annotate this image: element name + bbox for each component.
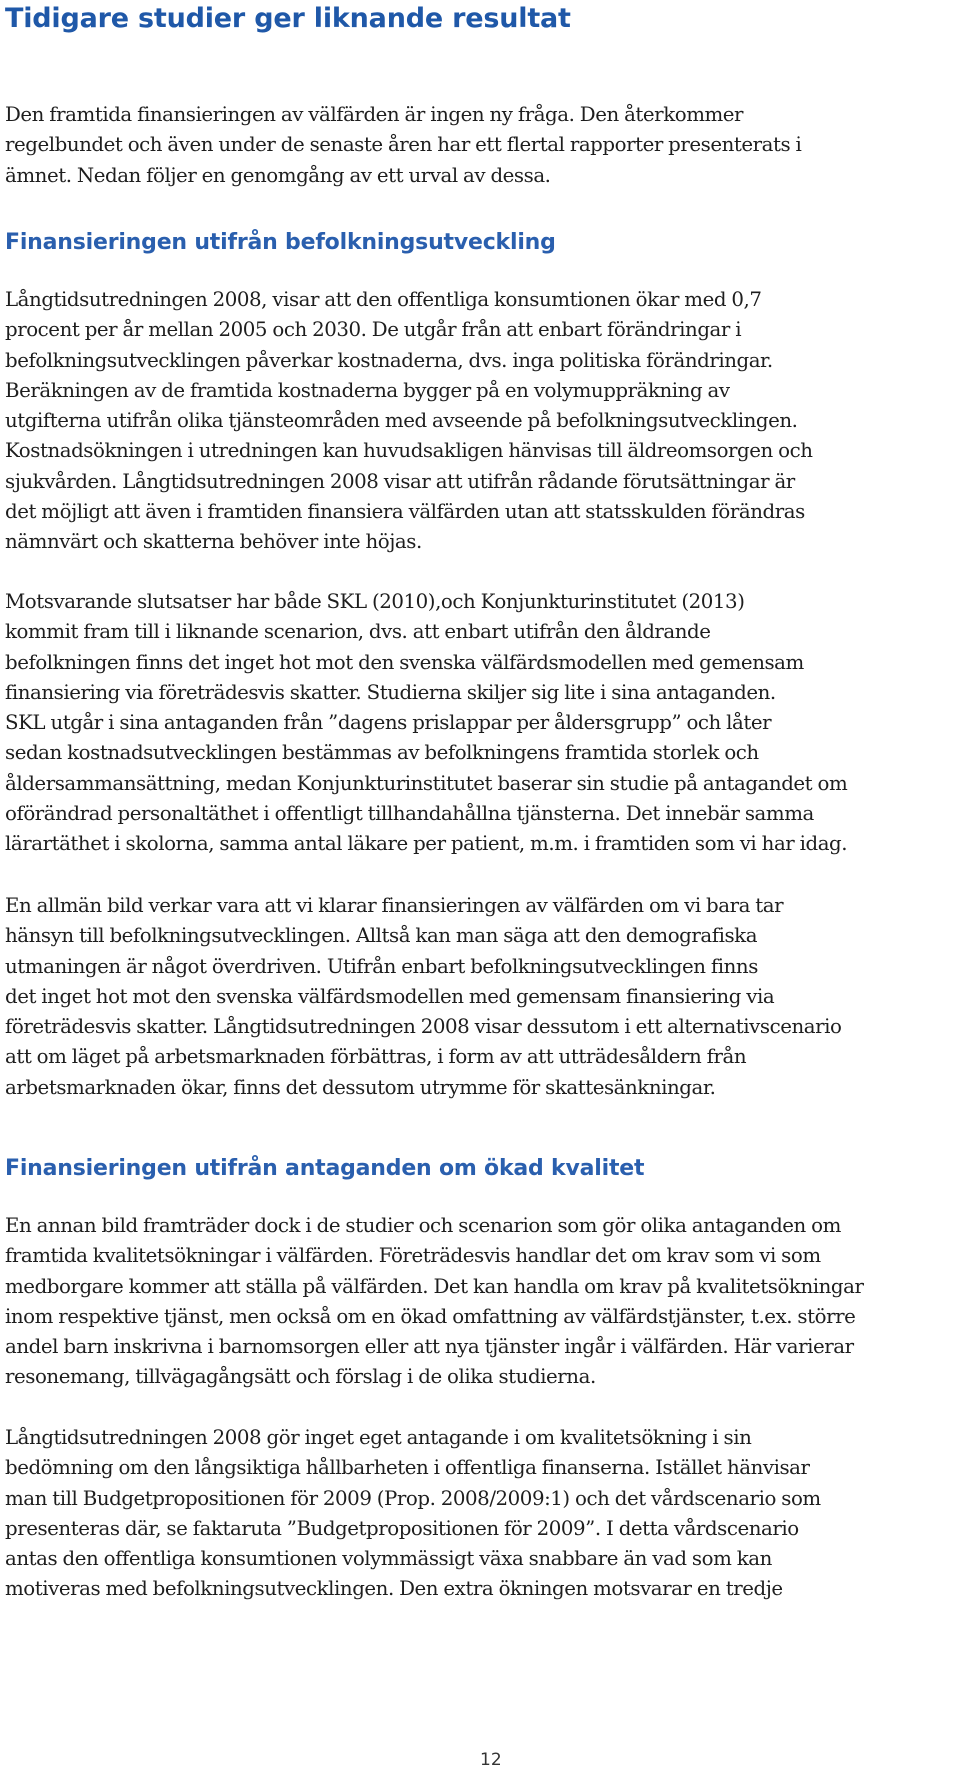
- text-line: Långtidsutredningen 2008, visar att den offentliga konsumtionen ökar med 0,7: [5, 288, 762, 311]
- paragraph-1: [5, 285, 960, 558]
- text-line: inom respektive tjänst, men också om en ökad omfattning av välfärdstjänster, t.ex. större: [5, 1304, 856, 1328]
- text-line: framtida kvalitetsökningar i välfärden. Företrädesvis handlar det om krav som vi som: [5, 1244, 821, 1268]
- text-line: Den framtida finansieringen av välfärden är ingen ny fråga. Den återkommer: [5, 103, 744, 126]
- text-line: nämnvärt och skatterna behöver inte höjas.: [5, 530, 422, 554]
- section-heading-okad-kvalitet: Finansieringen utifrån antaganden om ökad kvalitet: [5, 1156, 645, 1181]
- text-line: resonemang, tillvägagångsätt och förslag i de olika studierna.: [5, 1365, 596, 1389]
- text-line: SKL utgår i sina antaganden från ”dagens prislappar per åldersgrupp” och låter: [5, 711, 772, 735]
- text-line: En allmän bild verkar vara att vi klarar finansieringen av välfärden om vi bara tar: [5, 894, 784, 917]
- text-line: lärartäthet i skolorna, samma antal läkare per patient, m.m. i framtiden som vi har idag.: [5, 832, 848, 856]
- text-line: sjukvården. Långtidsutredningen 2008 visar att utifrån rådande förutsättningar är: [5, 469, 795, 493]
- text-line: regelbundet och även under de senaste åren har ett flertal rapporter presenterats i: [5, 133, 802, 157]
- page-title: Tidigare studier ger liknande resultat: [5, 3, 571, 34]
- text-line: det inget hot mot den svenska välfärdsmodellen med gemensam finansiering via: [5, 984, 775, 1008]
- text-line: procent per år mellan 2005 och 2030. De utgår från att enbart förändringar i: [5, 318, 742, 342]
- text-line: antas den offentliga konsumtionen volymmässigt växa snabbare än vad som kan: [5, 1547, 772, 1571]
- text-line: Beräkningen av de framtida kostnaderna bygger på en volymuppräkning av: [5, 378, 730, 402]
- text-line: utmaningen är något överdriven. Utifrån enbart befolkningsutvecklingen finns: [5, 954, 758, 978]
- text-line: åldersammansättning, medan Konjunkturinstitutet baserar sin studie på antagandet om: [5, 771, 848, 795]
- text-line: företrädesvis skatter. Långtidsutredningen 2008 visar dessutom i ett alternativscenario: [5, 1015, 842, 1039]
- text-line: Motsvarande slutsatser har både SKL (2010),och Konjunkturinstitutet (2013): [5, 590, 745, 613]
- text-line: presenteras där, se faktaruta ”Budgetpropositionen för 2009”. I detta vårdscenario: [5, 1516, 799, 1540]
- text-line: medborgare kommer att ställa på välfärden. Det kan handla om krav på kvalitetsökningar: [5, 1274, 864, 1298]
- text-line: ämnet. Nedan följer en genomgång av ett urval av dessa.: [5, 163, 551, 187]
- text-line: kommit fram till i liknande scenarion, dvs. att enbart utifrån den åldrande: [5, 620, 711, 644]
- text-line: utgifterna utifrån olika tjänsteområden med avseende på befolkningsutvecklingen.: [5, 409, 798, 433]
- intro-paragraph: [5, 100, 960, 191]
- text-line: Långtidsutredningen 2008 gör inget eget antagande i om kvalitetsökning i sin: [5, 1426, 752, 1449]
- page-number: 12: [480, 1750, 502, 1770]
- text-line: bedömning om den långsiktiga hållbarheten i offentliga finanserna. Istället hänvisar: [5, 1456, 810, 1480]
- paragraph-5: [5, 1423, 960, 1605]
- text-line: oförändrad personaltäthet i offentligt tillhandahållna tjänsterna. Det innebär samma: [5, 802, 814, 826]
- text-line: Kostnadsökningen i utredningen kan huvudsakligen hänvisas till äldreomsorgen och: [5, 439, 813, 463]
- paragraph-4: [5, 1211, 960, 1393]
- paragraph-3: [5, 891, 960, 1103]
- text-line: hänsyn till befolkningsutvecklingen. Alltså kan man säga att den demografiska: [5, 924, 758, 948]
- paragraph-2: [5, 587, 960, 860]
- text-line: befolkningsutvecklingen påverkar kostnaderna, dvs. inga politiska förändringar.: [5, 348, 773, 372]
- section-heading-befolkningsutveckling: Finansieringen utifrån befolkningsutveckling: [5, 230, 556, 255]
- text-line: man till Budgetpropositionen för 2009 (Prop. 2008/2009:1) och det vårdscenario som: [5, 1486, 821, 1510]
- text-line: finansiering via företrädesvis skatter. Studierna skiljer sig lite i sina antaganden.: [5, 680, 776, 704]
- text-line: motiveras med befolkningsutvecklingen. Den extra ökningen motsvarar en tredje: [5, 1577, 783, 1601]
- text-line: andel barn inskrivna i barnomsorgen eller att nya tjänster ingår i välfärden. Här varierar: [5, 1335, 854, 1359]
- text-line: arbetsmarknaden ökar, finns det dessutom utrymme för skattesänkningar.: [5, 1075, 716, 1099]
- text-line: det möjligt att även i framtiden finansiera välfärden utan att statsskulden förändras: [5, 500, 805, 524]
- text-line: En annan bild framträder dock i de studier och scenarion som gör olika antaganden om: [5, 1214, 841, 1237]
- text-line: att om läget på arbetsmarknaden förbättras, i form av att utträdesåldern från: [5, 1045, 747, 1069]
- text-line: sedan kostnadsutvecklingen bestämmas av befolkningens framtida storlek och: [5, 741, 759, 765]
- text-line: befolkningen finns det inget hot mot den svenska välfärdsmodellen med gemensam: [5, 650, 804, 674]
